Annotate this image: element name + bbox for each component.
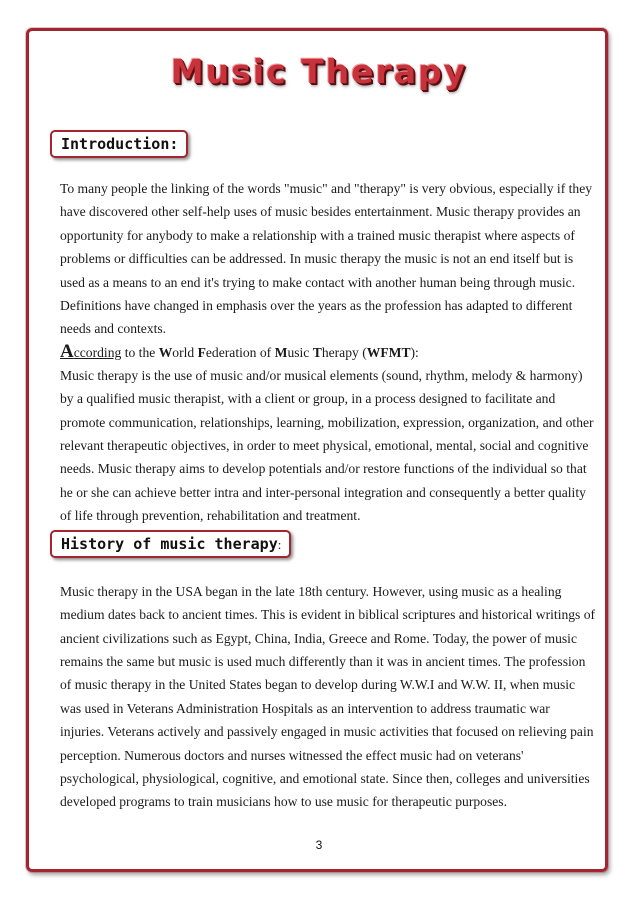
definition-drop-letter: A <box>60 340 74 362</box>
definition-m-rest: usic <box>287 344 313 360</box>
definition-lead-word: ccording <box>73 344 122 360</box>
introduction-heading <box>50 130 188 158</box>
history-paragraph: Music therapy in the USA began in the late 18th century. However, using music as a healing medium dates back to ancient times. This is evident in biblical scriptures and historical writings of ancient civilizations such as Egypt, China, India, Greece and Rome. Today, the power of music remains the same but music is used much differently than it was in ancient times. The profession of music therapy in the United States began to develop during W.W.I and W.W. II, when music was used in Veterans Administration Hospitals as an intervention to address traumatic war injuries. Veterans actively and passively engaged in music activities that focused on relieving pain perception. Numerous doctors and nurses witnessed the effect music had on veterans' psychological, physiological, cognitive, and emotional state. Since then, colleges and universities developed programs to train musicians how to use music for therapeutic purposes. <box>60 583 596 810</box>
introduction-paragraph: To many people the linking of the words "music" and "therapy" is very obvious, especially if they have discovered other self-help uses of music besides entertainment. Music therapy provides an opportunity for anybody to make a relationship with a trained music therapist where aspects of problems or difficulties can be addressed. In music therapy the music is not an end itself but is used as a means to an end it's trying to make contact with another human being through music. Definitions have changed in emphasis over the years as the profession has adapted to different needs and contexts. <box>60 181 593 337</box>
definition-f-rest: ederation of <box>205 344 275 360</box>
page-number: 3 <box>315 838 323 852</box>
page-title: Music Therapy <box>170 52 468 91</box>
history-heading-label: History of music therapy <box>61 534 278 553</box>
definition-acronym: WFMT <box>366 344 411 360</box>
definition-w-rest: orld <box>172 344 198 360</box>
definition-to-the: to the <box>121 344 159 360</box>
history-heading-colon: : <box>277 536 282 552</box>
definition-tail: ): <box>410 344 419 360</box>
definition-w-initial: W <box>158 344 173 360</box>
definition-m-initial: M <box>274 344 288 360</box>
history-heading <box>50 530 291 558</box>
definition-lead <box>48 341 604 364</box>
document-content <box>48 130 604 814</box>
definition-f-initial: F <box>197 344 206 360</box>
introduction-heading-label: Introduction: <box>61 135 179 153</box>
definition-t-rest: herapy ( <box>321 344 367 360</box>
definition-paragraph: Music therapy is the use of music and/or musical elements (sound, rhythm, melody & harmony) by a qualified music therapist, with a client or group, in a process designed to facilitate and promote communication, relationships, learning, mobilization, expression, organization, and other relevant therapeutic objectives, in order to meet physical, emotional, mental, social and cognitive needs. Music therapy aims to develop potentials and/or restore functions of the individual so that he or she can achieve better intra and inter-personal integration and consequently a better quality of life through prevention, rehabilitation and treatment. <box>60 367 594 524</box>
definition-t-initial: T <box>312 344 322 360</box>
